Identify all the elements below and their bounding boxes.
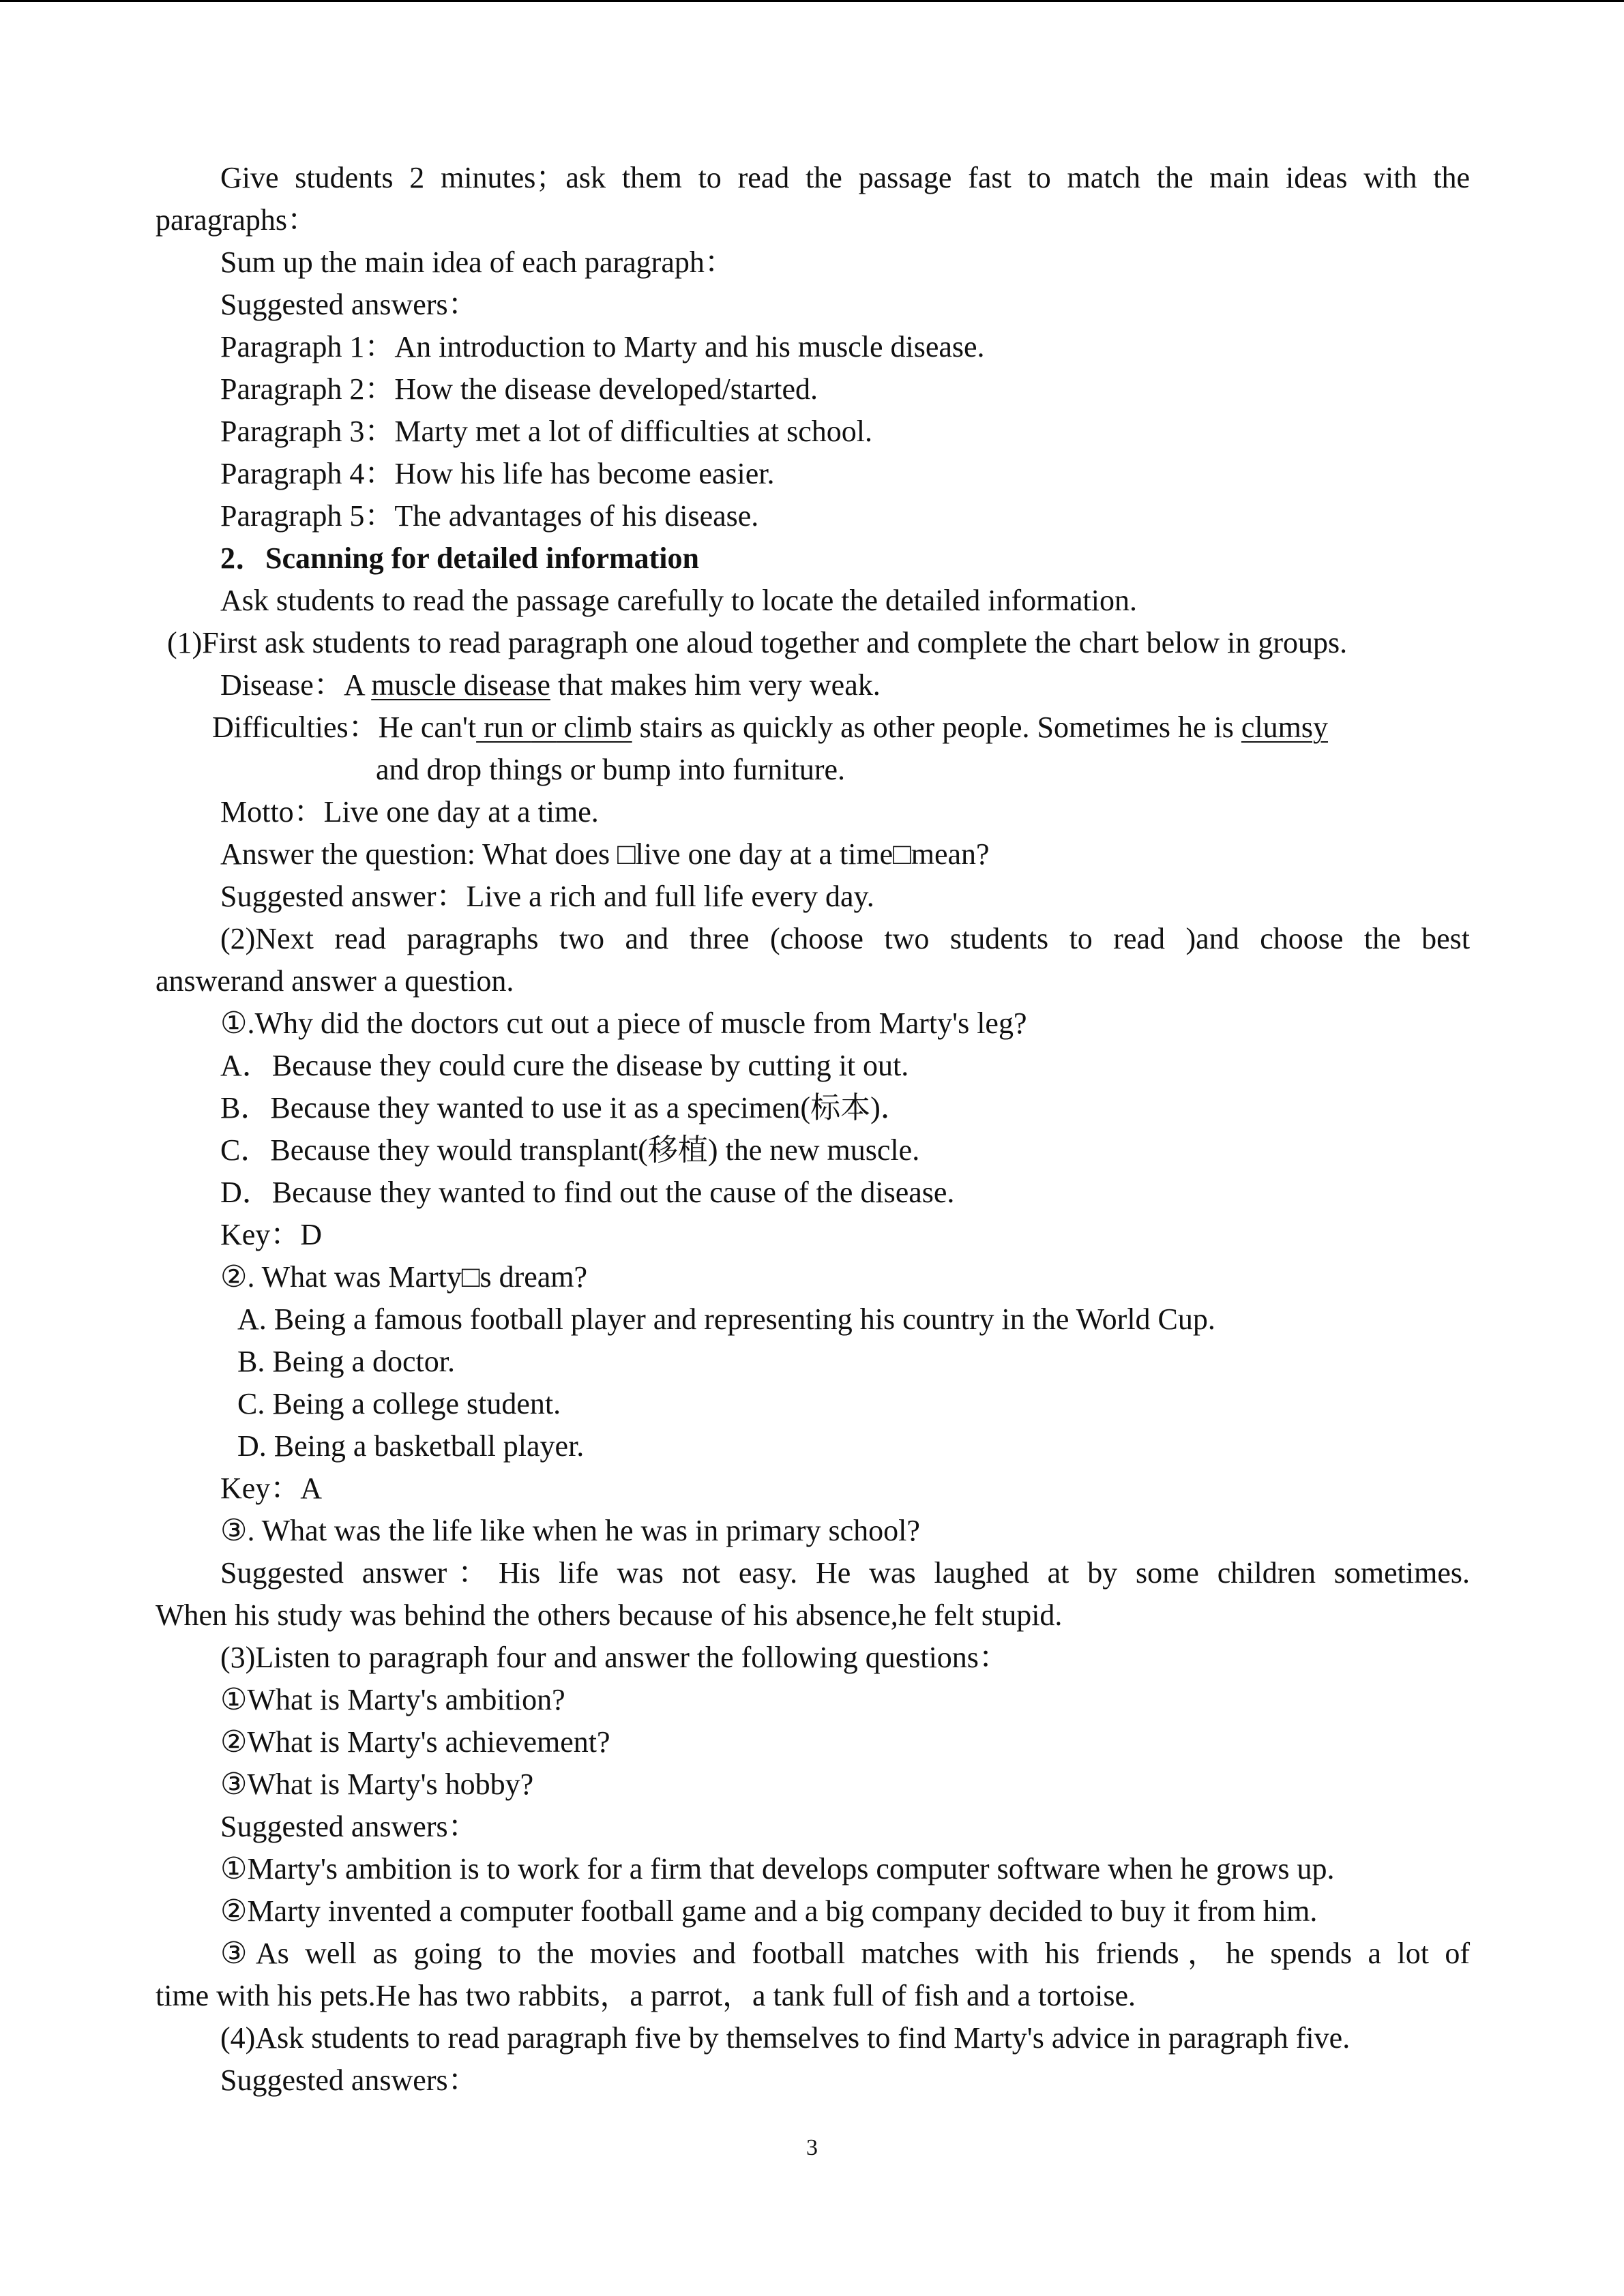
difficulties-line-2: and drop things or bump into furniture. xyxy=(376,753,846,786)
part-3-answer-3-line-1: ③As well as going to the movies and football matches with his friends，he spends a lot of xyxy=(220,1937,1470,1970)
part-3-answer-2: ②Marty invented a computer football game and a big company decided to buy it from him. xyxy=(220,1894,1318,1928)
question-1-option-b: B．Because they wanted to use it as a specimen(标本)． xyxy=(220,1091,911,1124)
motto-line: Motto：Live one day at a time. xyxy=(220,795,599,829)
section-2-instruction: Ask students to read the passage carefully to locate the detailed information. xyxy=(220,584,1137,617)
part-3-question-3: ③What is Marty's hobby? xyxy=(220,1768,534,1801)
part-3-answer-1: ①Marty's ambition is to work for a firm that develops computer software when he grows up. xyxy=(220,1852,1335,1885)
part-3-answer-3-line-2: time with his pets.He has two rabbits，a parrot，a tank full of fish and a tortoise. xyxy=(156,1979,1136,2012)
intro-line-3: Sum up the main idea of each paragraph： xyxy=(220,245,735,279)
part-3-question-1: ①What is Marty's ambition? xyxy=(220,1683,565,1716)
disease-line: Disease：A muscle disease that makes him very weak. xyxy=(220,668,881,702)
question-1-option-d: D．Because they wanted to find out the cause of the disease. xyxy=(220,1176,955,1209)
question-2-option-d: D. Being a basketball player. xyxy=(237,1429,585,1463)
main-idea-5: Paragraph 5：The advantages of his disease. xyxy=(220,499,759,533)
part-1-question: Answer the question: What does □live one day at a time□mean? xyxy=(220,837,990,871)
part-3-instruction: (3)Listen to paragraph four and answer the following questions： xyxy=(220,1641,1009,1674)
question-1-key: Key：D xyxy=(220,1218,323,1251)
difficulty-run: run xyxy=(476,711,531,744)
difficulty-climb: climb xyxy=(556,711,632,744)
question-1-option-a: A．Because they could cure the disease by cutting it out. xyxy=(220,1049,909,1082)
question-2-option-c: C. Being a college student. xyxy=(237,1387,561,1420)
question-2-option-a: A. Being a famous football player and representing his country in the World Cup. xyxy=(237,1302,1215,1336)
intro-suggested-label: Suggested answers： xyxy=(220,288,478,321)
question-3-answer-line-1: Suggested answer：His life was not easy. He was laughed at by some children sometimes. xyxy=(220,1556,1470,1590)
part-3-question-2: ②What is Marty's achievement? xyxy=(220,1725,610,1759)
part-1-instruction: (1)First ask students to read paragraph one aloud together and complete the chart below in groups. xyxy=(167,626,1348,659)
part-3-suggested-label: Suggested answers： xyxy=(220,1810,478,1843)
question-2-option-b: B. Being a doctor. xyxy=(237,1345,455,1378)
main-idea-4: Paragraph 4：How his life has become easier. xyxy=(220,457,775,490)
question-1-option-c: C．Because they would transplant(移植) the new muscle. xyxy=(220,1133,920,1167)
main-idea-2: Paragraph 2：How the disease developed/started. xyxy=(220,372,818,406)
part-4-suggested-label: Suggested answers： xyxy=(220,2063,478,2097)
main-idea-1: Paragraph 1：An introduction to Marty and his muscle disease. xyxy=(220,330,985,363)
intro-line-1: Give students 2 minutes；ask them to read the passage fast to match the main ideas with the xyxy=(220,161,1470,194)
intro-line-2: paragraphs： xyxy=(156,203,318,237)
part-4-instruction: (4)Ask students to read paragraph five by themselves to find Marty's advice in paragraph five. xyxy=(220,2021,1350,2055)
main-idea-3: Paragraph 3：Marty met a lot of difficulties at school. xyxy=(220,415,872,448)
page-number: 3 xyxy=(806,2135,818,2160)
part-1-answer: Suggested answer：Live a rich and full life every day. xyxy=(220,880,874,913)
part-2-instruction-line-1: (2)Next read paragraphs two and three (choose two students to read )and choose the best xyxy=(220,922,1470,955)
question-2-key: Key：A xyxy=(220,1472,323,1505)
question-2: ②. What was Marty□s dream? xyxy=(220,1260,588,1294)
section-2-heading: 2．Scanning for detailed information xyxy=(220,541,700,575)
question-3-answer-line-2: When his study was behind the others because of his absence,he felt stupid. xyxy=(156,1598,1063,1632)
difficulties-line: Difficulties：He can't run or climb stairs as quickly as other people. Sometimes he is clumsy xyxy=(212,711,1329,744)
disease-answer: muscle disease xyxy=(371,668,550,702)
difficulty-clumsy: clumsy xyxy=(1241,711,1329,744)
question-3: ③. What was the life like when he was in primary school? xyxy=(220,1514,920,1547)
part-2-instruction-line-2: answerand answer a question. xyxy=(156,964,514,998)
question-1: ①.Why did the doctors cut out a piece of muscle from Marty's leg? xyxy=(220,1007,1027,1040)
